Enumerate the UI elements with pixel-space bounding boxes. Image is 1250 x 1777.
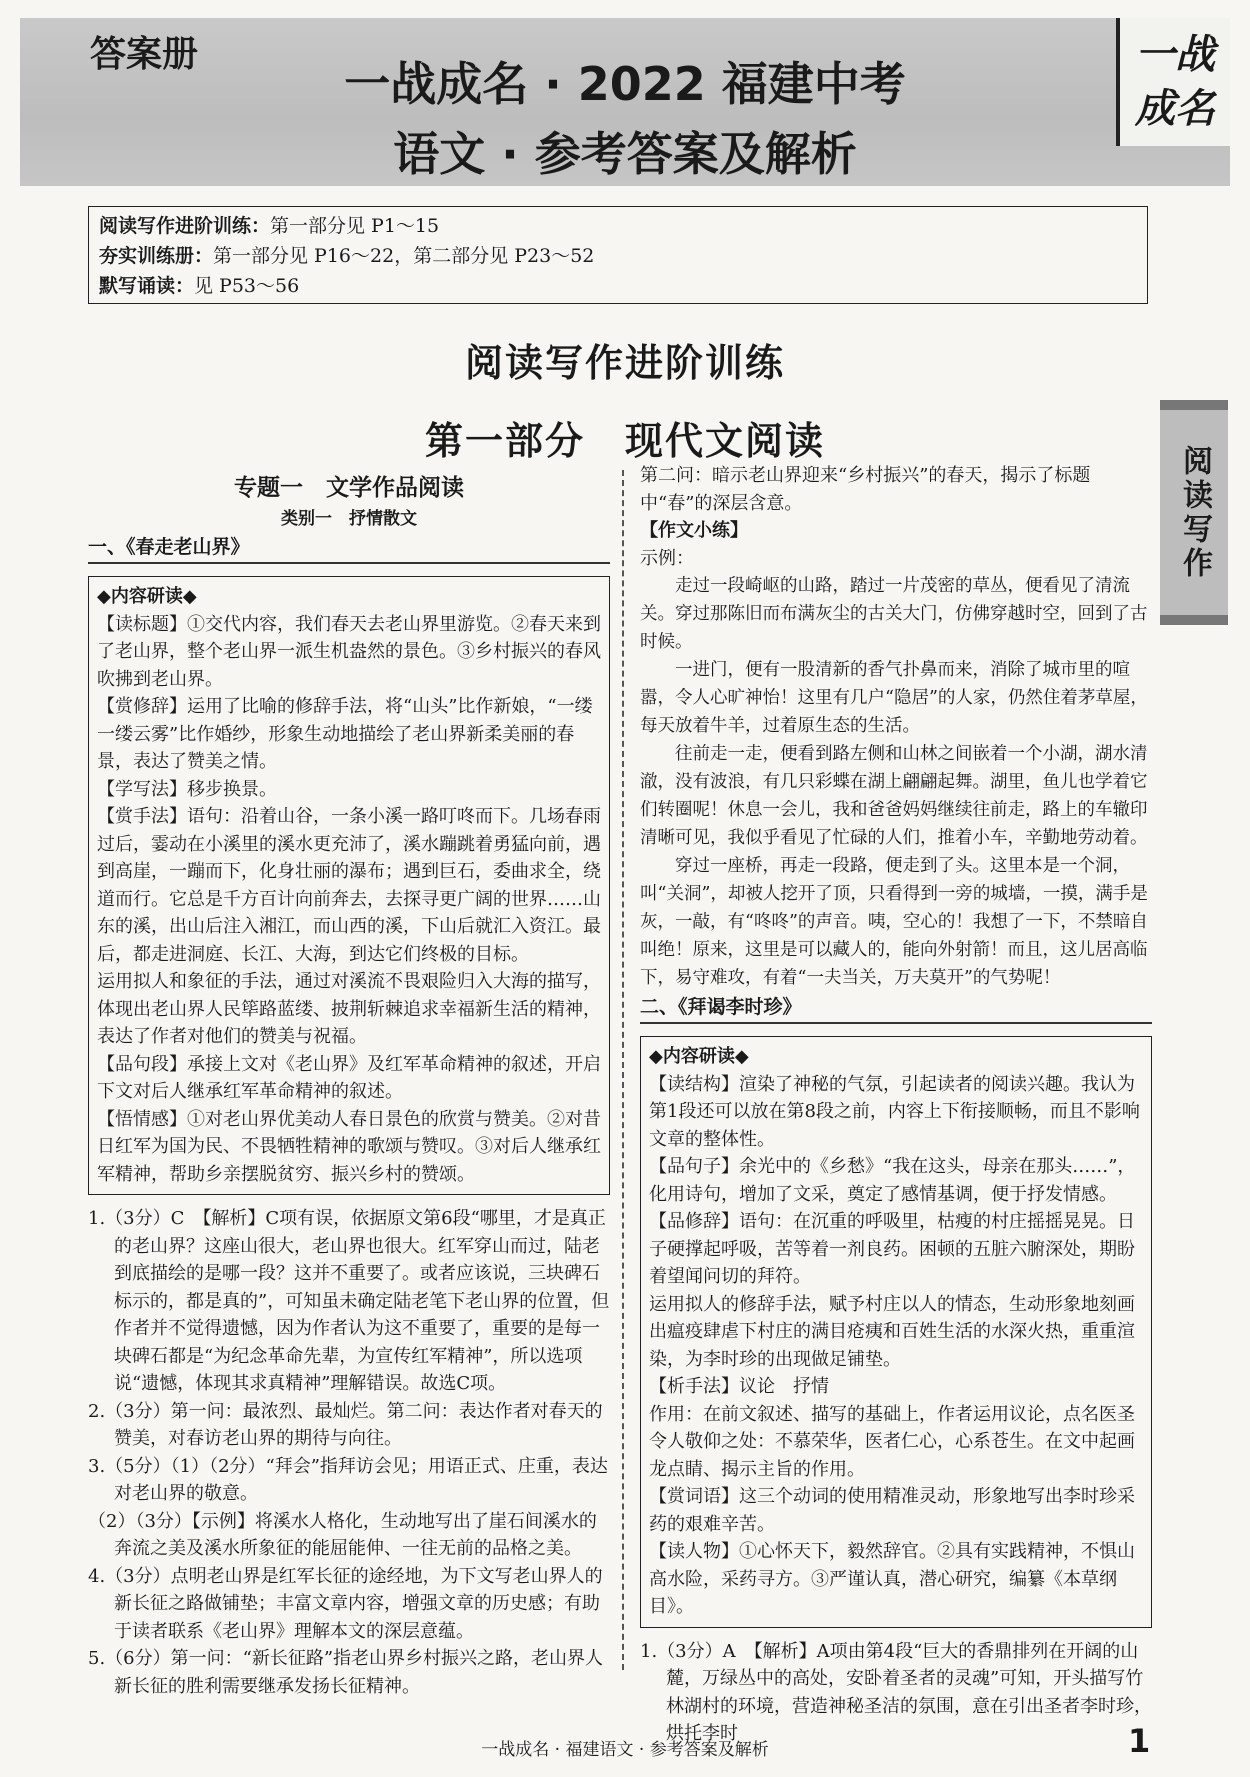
article-heading: 二、《拜谒李时珍》 xyxy=(640,992,1152,1024)
brand-logo xyxy=(1116,18,1230,146)
section-title: 阅读写作进阶训练 xyxy=(464,341,785,385)
index-line: 阅读写作进阶训练：第一部分见 P1～15 xyxy=(99,215,440,237)
essay-paragraph: 走过一段崎岖的山路，踏过一片茂密的草丛，便看见了清流关。穿过那陈旧而布满灰尘的古关大门，仿佛穿越时空，回到了古时候。 xyxy=(640,576,1148,652)
essay-paragraph: 一进门，便有一股清新的香气扑鼻而来，消除了城市里的喧嚣，令人心旷神怡！这里有几户“隐居”的人家，仍然住着茅草屋，每天放着牛羊，过着原生态的生活。 xyxy=(640,660,1148,736)
category-title: 类别一 抒情散文 xyxy=(281,509,417,529)
study-paragraph: 【读标题】①交代内容，我们春天去老山界里游览。②春天来到了老山界，整个老山界一派生机盎然的景色。③乡村振兴的春风吹拂到老山界。 xyxy=(97,613,601,690)
sample-label: 示例： xyxy=(640,547,694,569)
answer-item: 4.（3分）点明老山界是红军长征的途经地，为下文写老山界人的新长征之路做铺垫；丰富文章内容，增强文章的历史感；有助于读者联系《老山界》理解本文的深层意蕴。 xyxy=(88,1565,603,1642)
essay-practice-label: 【作文小练】 xyxy=(640,520,748,541)
page-index-box xyxy=(88,206,1148,304)
part-title: 第一部分 现代文阅读 xyxy=(424,418,825,463)
article-heading: 一、《春走老山界》 xyxy=(88,532,610,564)
study-paragraph: 运用拟人的修辞手法，赋予村庄以人的情态，生动形象地刻画出瘟疫肆虐下村庄的满目疮痍和百姓生活的水深火热，重重渲染，为李时珍的出现做足铺垫。 xyxy=(649,1293,1135,1370)
index-line: 夯实训练册：第一部分见 P16～22，第二部分见 P23～52 xyxy=(99,245,595,267)
side-tab: 阅读写作 xyxy=(1160,400,1228,625)
answer-continuation: 第二问：暗示老山界迎来“乡村振兴”的春天，揭示了标题中“春”的深层含意。 xyxy=(640,465,1091,514)
page-header xyxy=(20,18,1230,186)
sample-essay xyxy=(640,572,1152,992)
study-paragraph: 【赏修辞】运用了比喻的修辞手法，将“山头”比作新娘，“一缕一缕云雾”比作婚纱，形象生动地描绘了老山界新柔美丽的春景，表达了赞美之情。 xyxy=(97,696,593,772)
book-title: 一战成名 · 2022 福建中考 xyxy=(344,57,906,111)
study-paragraph: 【品句子】余光中的《乡愁》“我在这头，母亲在那头……”，化用诗句，增加了文采，奠定了感情基调，便于抒发情感。 xyxy=(649,1156,1136,1205)
study-paragraph: 【学写法】移步换景。 xyxy=(97,778,277,800)
topic-title: 专题一 文学作品阅读 xyxy=(234,475,464,501)
study-paragraph: 【品句段】承接上文对《老山界》及红军革命精神的叙述，开启下文对后人继承红军革命精神的叙述。 xyxy=(97,1053,601,1102)
study-paragraph: 【赏词语】这三个动词的使用精准灵动，形象地写出李时珍采药的艰难辛苦。 xyxy=(649,1486,1135,1535)
answer-item: 1.（3分）C 【解析】C项有误，依据原文第6段“哪里，才是真正的老山界？这座山很大，老山界也很大。红军穿山而过，陆老到底描绘的是哪一段？这并不重要了。或者应该说，三块碑石标示的，都是真的”，可知虽未确定陆老笔下老山界的位置，但作者并不觉得遗憾，因为作者认为这不重要了，重要的是每一块碑石都是“为纪念革命先辈，为宣传红军精神”，所以选项说“遗憾，体现其求真精神”理解错误。故选C项。 xyxy=(88,1208,610,1394)
study-paragraph: 【析手法】议论 抒情 xyxy=(649,1376,829,1397)
brand-logo-text: 一战成名 xyxy=(1135,31,1215,132)
essay-paragraph: 往前走一走，便看到路左侧和山林之间嵌着一个小湖，湖水清澈，没有波浪，有几只彩蝶在湖上翩翩起舞。湖里，鱼儿也学着它们转圈呢！休息一会儿，我和爸爸妈妈继续往前走，路上的车辙印清晰可见，我似乎看见了忙碌的人们，推着小车，辛勤地劳动着。 xyxy=(640,744,1148,848)
left-column xyxy=(88,470,610,1700)
study-paragraph: 【读结构】渲染了神秘的气氛，引起读者的阅读兴趣。我认为第1段还可以放在第8段之前，内容上下衔接顺畅，而且不影响文章的整体性。 xyxy=(649,1073,1140,1150)
answer-item: 3.（5分）（1）（2分）“拜会”指拜访会见；用语正式、庄重，表达对老山界的敬意。 xyxy=(88,1455,608,1504)
index-line: 默写诵读：见 P53～56 xyxy=(99,275,300,297)
study-paragraph: 【读人物】①心怀天下，毅然辞官。②具有实践精神，不惧山高水险，采药寻方。③严谨认真，潜心研究，编纂《本草纲目》。 xyxy=(649,1541,1135,1617)
study-paragraph: 作用：在前文叙述、描写的基础上，作者运用议论，点名医圣令人敬仰之处：不慕荣华，医者仁心，心系苍生。在文中起画龙点睛、揭示主旨的作用。 xyxy=(649,1403,1135,1480)
study-paragraph: 【品修辞】语句：在沉重的呼吸里，枯瘦的村庄摇摇晃晃。日子硬撑起呼吸，苦等着一剂良药。困顿的五脏六腑深处，期盼着望闻问切的拜符。 xyxy=(649,1211,1135,1287)
column-divider xyxy=(622,470,624,1670)
study-paragraph: 【赏手法】语句：沿着山谷，一条小溪一路叮咚而下。几场春雨过后，霎动在小溪里的溪水更充沛了，溪水蹦跳着勇猛向前，遇到高崖，一蹦而下，化身壮丽的瀑布；遇到巨石，委曲求全，绕道而行。它总是千方百计向前奔去，去探寻更广阔的世界……山东的溪，出山后注入湘江，而山西的溪，下山后就汇入资江。最后，都走进洞庭、长江、大海，到达它们终极的目标。 xyxy=(97,806,601,965)
essay-paragraph: 穿过一座桥，再走一段路，便走到了头。这里本是一个洞，叫“关洞”，却被人挖开了顶，只看得到一旁的城墙，一摸，满手是灰，一敲，有“咚咚”的声音。咦，空心的！我想了一下，不禁暗自叫绝！原来，这里是可以藏人的，能向外射箭！而且，这儿居高临下，易守难攻，有着“一夫当关，万夫莫开”的气势呢！ xyxy=(640,856,1148,988)
answer-item: （2）（3分）【示例】将溪水人格化，生动地写出了崖石间溪水的奔流之美及溪水所象征的能屈能伸、一往无前的品格之美。 xyxy=(88,1510,597,1559)
box-heading: ◆内容研读◆ xyxy=(97,586,197,607)
answer-item: 2.（3分）第一问：最浓烈、最灿烂。第二问：表达作者对春天的赞美，对春访老山界的期待与向往。 xyxy=(88,1400,603,1449)
answer-item: 5.（6分）第一问：“新长征路”指老山界乡村振兴之路，老山界人新长征的胜利需要继承发扬长征精神。 xyxy=(88,1648,604,1697)
answer-book-tag: 答案册 xyxy=(90,34,199,75)
study-paragraph: 【悟情感】①对老山界优美动人春日景色的欣赏与赞美。②对昔日红军为国为民、不畏牺牲精神的歌颂与赞叹。③对后人继承红军精神，帮助乡亲摆脱贫穷、振兴乡村的赞颂。 xyxy=(97,1108,601,1185)
answer-item: 1.（3分）A 【解析】A项由第4段“巨大的香鼎排列在开阔的山麓，万绿丛中的高处，安卧着圣者的灵魂”可知，开头描写竹林湖村的环境，营造神秘圣洁的氛围，意在引出圣者李时珍，烘托李时 xyxy=(640,1640,1152,1744)
page-footer: 一战成名 · 福建语文 · 参考答案及解析 xyxy=(481,1740,769,1760)
right-column xyxy=(640,462,1152,1748)
book-subtitle: 语文 · 参考答案及解析 xyxy=(393,127,857,181)
study-paragraph: 运用拟人和象征的手法，通过对溪流不畏艰险归入大海的描写，体现出老山界人民筚路蓝缕、披荆斩棘追求幸福新生活的精神，表达了作者对他们的赞美与祝福。 xyxy=(97,971,601,1047)
content-study-box xyxy=(88,576,610,1195)
page-number: 1 xyxy=(1128,1722,1151,1760)
content-study-box xyxy=(640,1036,1152,1628)
box-heading: ◆内容研读◆ xyxy=(649,1046,749,1067)
